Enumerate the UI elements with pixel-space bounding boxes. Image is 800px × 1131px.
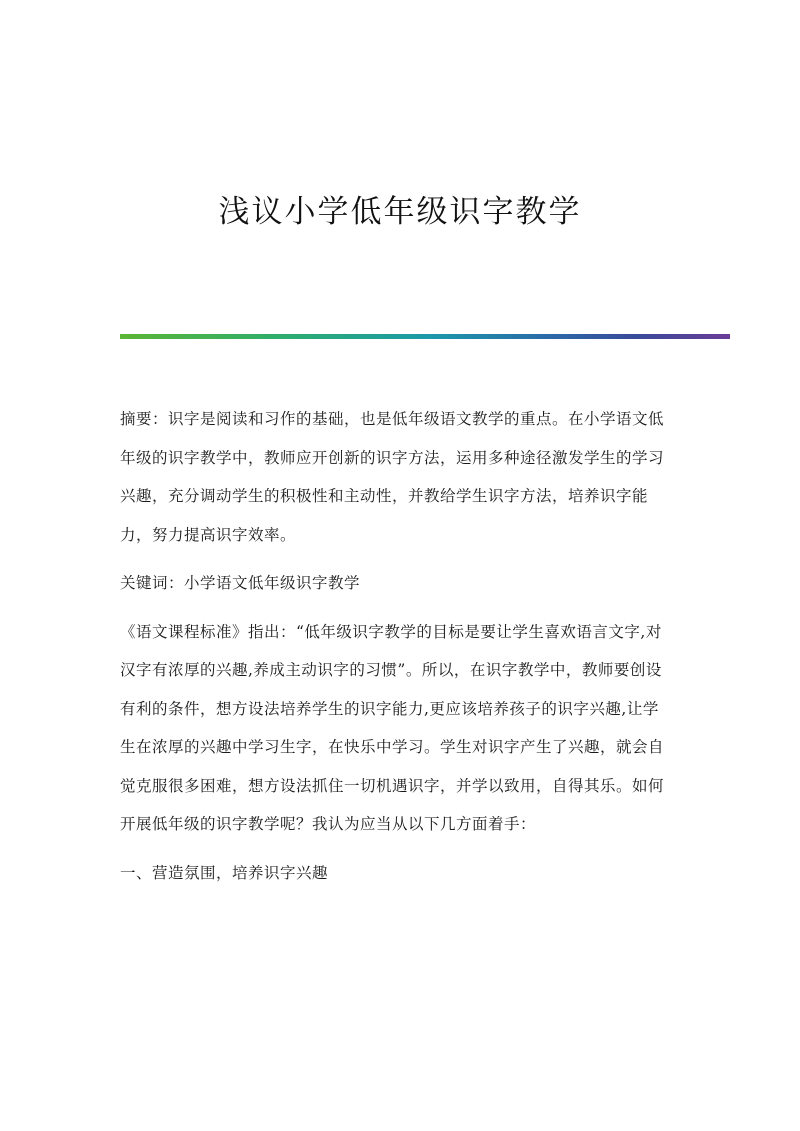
title-divider-gradient (120, 334, 730, 339)
intro-paragraph: 《语文课程标准》指出：“低年级识字教学的目标是要让学生喜欢语言文字,对汉字有浓厚的兴趣,养成主动识字的习惯”。所以，在识字教学中，教师要创设有利的条件，想方设法培养学生的识字能力,更应该培养孩子的识字兴趣,让学生在浓厚的兴趣中学习生字，在快乐中学习。学生对识字产生了兴趣，就会自觉克服很多困难，想方设法抓住一切机遇识字，并学以致用，自得其乐。如何开展低年级的识字教学呢？我认为应当从以下几方面着手： (120, 622, 665, 833)
section-heading: 一、营造氛围，培养识字兴趣 (120, 863, 329, 882)
document-title: 浅议小学低年级识字教学 (218, 194, 582, 230)
keywords-paragraph: 关键词：小学语文低年级识字教学 (120, 574, 361, 592)
document-body (120, 400, 668, 892)
abstract-paragraph: 摘要：识字是阅读和习作的基础，也是低年级语文教学的重点。在小学语文低年级的识字教学中，教师应开创新的识字方法，运用多种途径激发学生的学习兴趣，充分调动学生的积极性和主动性，并教给学生识字方法，培养识字能力，努力提高识字效率。 (120, 410, 665, 544)
